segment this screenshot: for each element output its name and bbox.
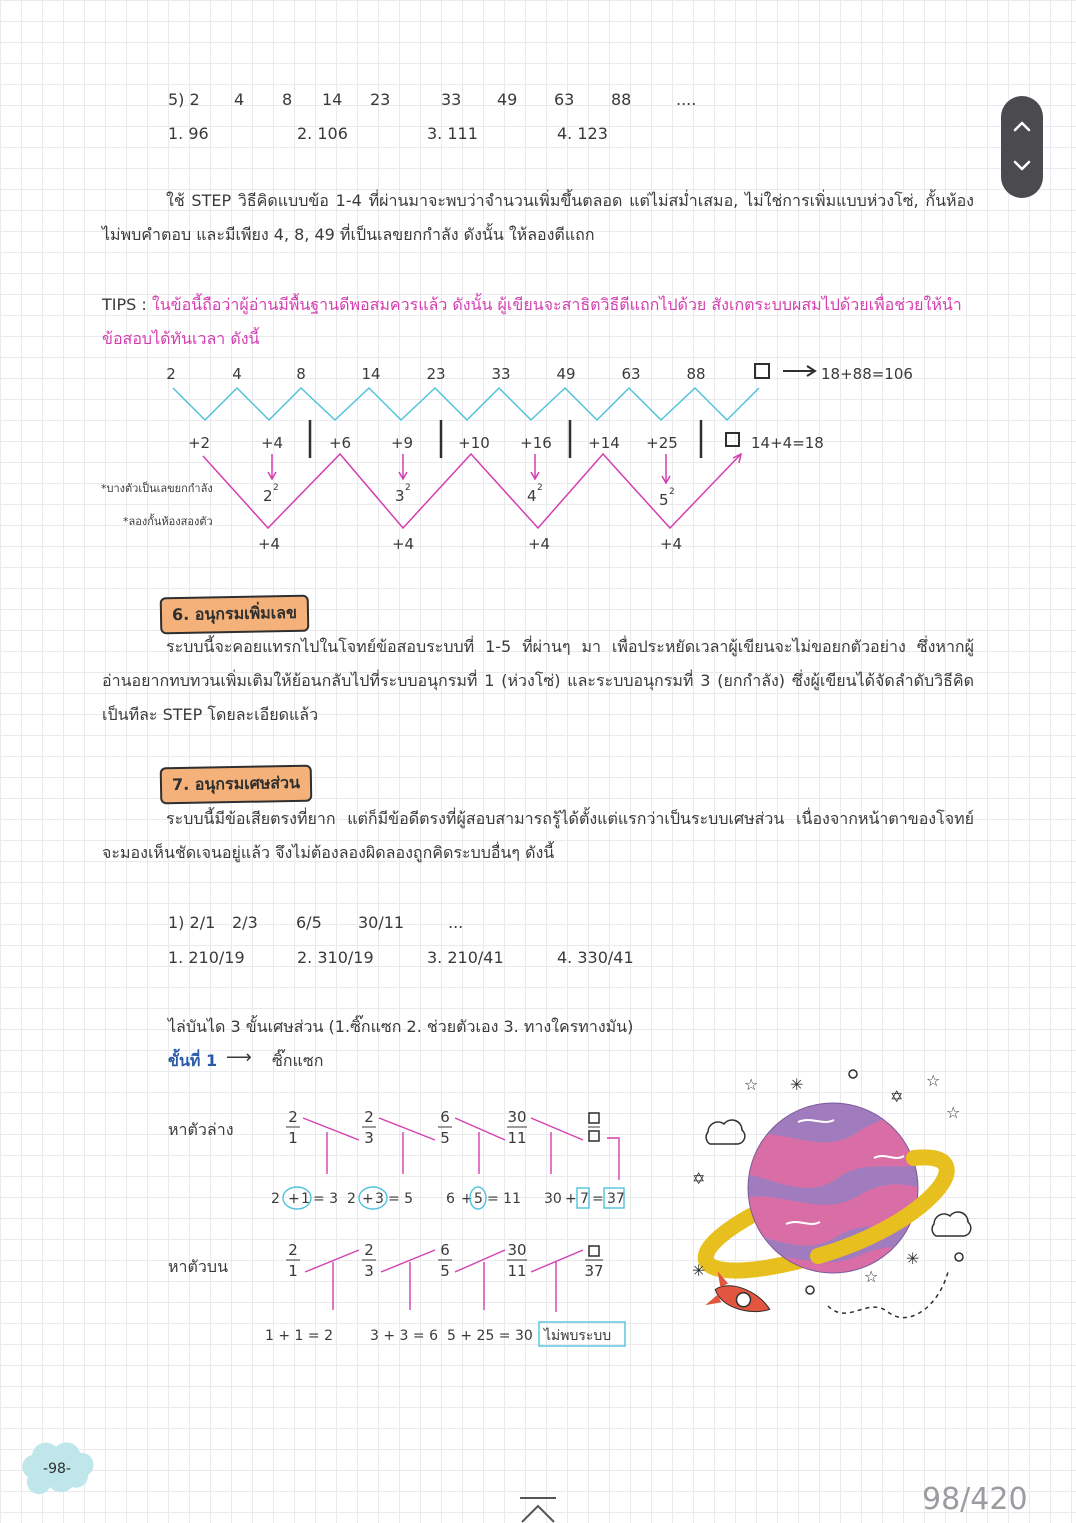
- section-7-heading: 7. อนุกรมเศษส่วน: [160, 765, 313, 805]
- zig-arrow: [531, 1118, 583, 1140]
- cyan-zigzag: [173, 388, 759, 420]
- diagram-top-term: 8: [296, 365, 306, 383]
- rocket-trail: [828, 1272, 948, 1318]
- fraction-numerator: 6: [440, 1108, 450, 1126]
- calc-op: +: [461, 1191, 473, 1207]
- rocket-icon: [705, 1271, 776, 1326]
- seq-term: 33: [441, 90, 462, 109]
- diff: +4: [260, 434, 284, 452]
- zig-arrow: [303, 1118, 359, 1140]
- chevron-down-icon: [1013, 160, 1031, 172]
- page-counter: 98/420: [922, 1482, 1028, 1517]
- zag-arrow: [305, 1250, 359, 1272]
- note-powers: *บางตัวเป็นเลขยกกำลัง: [101, 482, 213, 495]
- choice-3: 3. 210/41: [427, 948, 504, 967]
- power-base: 4: [527, 487, 537, 505]
- star-icon: ☆: [946, 1103, 961, 1122]
- calc-b: 1: [301, 1191, 310, 1207]
- unknown-box: [726, 433, 739, 446]
- calc-r: 37: [607, 1191, 625, 1207]
- fraction-numerator: 6: [440, 1241, 450, 1259]
- seq-term: 49: [497, 90, 518, 109]
- seq-term: 23: [370, 90, 391, 109]
- sparkle-icon: ✳: [692, 1261, 706, 1280]
- diagram-top-term: 2: [166, 365, 176, 383]
- find-top-label: หาตัวบน: [168, 1257, 228, 1276]
- top-calc: 3 + 3 = 6: [370, 1328, 438, 1344]
- top-result: 18+88=106: [821, 365, 913, 383]
- tips-label: TIPS :: [102, 295, 147, 314]
- arrow-right-icon: ⟶: [226, 1047, 252, 1068]
- fraction-denominator: 3: [364, 1262, 374, 1280]
- diagram-top-term: 49: [556, 365, 576, 383]
- zig-arrow: [379, 1118, 435, 1140]
- fraction-numerator: 2: [288, 1241, 298, 1259]
- second-diff: +4: [527, 535, 551, 553]
- choice-4: 4. 330/41: [557, 948, 634, 967]
- diagram-top-term: 33: [491, 365, 511, 383]
- diagram-top-term: 14: [361, 365, 381, 383]
- star-icon: ✡: [692, 1169, 706, 1188]
- fraction-denominator: 37: [584, 1262, 604, 1280]
- tips-text: ในข้อนี้ถือว่าผู้อ่านมีพื้นฐานดีพอสมควรแล้ว ดังนั้น ผู้เขียนจะสาธิตวิธีตีแถกไปด้วย สังเกตระบบผสมไปด้วยเพื่อช่วยให้นำข้อสอบได้ทันเวลา ดังนี้: [102, 295, 962, 348]
- seq-term: 63: [554, 90, 575, 109]
- calc-b: 3: [375, 1191, 384, 1207]
- chevron-up-icon: [1013, 120, 1031, 132]
- question-5-label: 5) 2: [168, 90, 200, 109]
- choice-2: 2. 310/19: [297, 948, 374, 967]
- toolbar-toggle-button[interactable]: [516, 1492, 560, 1523]
- diff: +6: [328, 434, 352, 452]
- fraction-denominator: 1: [288, 1262, 298, 1280]
- choice-3: 3. 111: [427, 124, 478, 143]
- star-icon: ✡: [890, 1087, 904, 1106]
- second-diff: +4: [659, 535, 683, 553]
- power-base: 3: [395, 487, 405, 505]
- diff: +9: [390, 434, 414, 452]
- sparkle-icon: ✳: [790, 1075, 804, 1094]
- diff: +14: [588, 434, 620, 452]
- zag-arrow: [531, 1250, 583, 1272]
- calc-op: +: [362, 1191, 374, 1207]
- zigzag-diagram: [95, 358, 913, 558]
- page-nav-control: [1001, 96, 1043, 198]
- circle-icon: [806, 1286, 814, 1294]
- fraction-denominator: 5: [440, 1262, 450, 1280]
- fraction-denominator: 11: [507, 1262, 527, 1280]
- seq-term: 2/3: [232, 913, 258, 932]
- seq-ellipsis: ...: [448, 913, 464, 932]
- calc-r: = 11: [487, 1191, 521, 1207]
- diff: +16: [520, 434, 552, 452]
- page-down-button[interactable]: [1001, 144, 1043, 188]
- seq-term: 14: [322, 90, 343, 109]
- circle-icon: [849, 1070, 857, 1078]
- calc-b: 5: [474, 1191, 483, 1207]
- page-badge: -98-: [43, 1461, 71, 1477]
- calc-a: 30: [544, 1191, 562, 1207]
- tips-box: [102, 288, 974, 356]
- star-icon: ☆: [926, 1071, 941, 1090]
- seq-term: 30/11: [358, 913, 405, 932]
- seq-term: 88: [611, 90, 632, 109]
- calc-a: 2: [347, 1191, 356, 1207]
- choice-1: 1. 96: [168, 124, 209, 143]
- question-1-label: 1) 2/1: [168, 913, 216, 932]
- choice-1: 1. 210/19: [168, 948, 245, 967]
- explanation-paragraph: ใช้ STEP วิธีคิดแบบข้อ 1-4 ที่ผ่านมาจะพบว่าจำนวนเพิ่มขึ้นตลอด แต่ไม่สม่ำเสมอ, ไม่ใช่การเพิ่มแบบห่วงโซ่, กั้นห้องไม่พบคำตอบ และมีเพียง 4, 8, 49 ที่เป็นเลขยกกำลัง ดังนั้น ให้ลองตีแถก: [102, 191, 974, 244]
- diagram-top-term: 23: [426, 365, 446, 383]
- sparkle-icon: ✳: [906, 1249, 920, 1268]
- up-arrow: [607, 1138, 619, 1180]
- power-base: 5: [659, 491, 669, 509]
- cloud-icon: [706, 1120, 745, 1144]
- diff: +2: [187, 434, 211, 452]
- diagram-top-term: 88: [686, 365, 706, 383]
- cloud-icon: [932, 1212, 971, 1236]
- diagram-top-term: 4: [232, 365, 242, 383]
- calc-a: 6: [446, 1191, 455, 1207]
- fraction-numerator: 2: [364, 1241, 374, 1259]
- section-6-text: ระบบนี้จะคอยแทรกไปในโจทย์ข้อสอบระบบที่ 1-5 ที่ผ่านๆ มา เพื่อประหยัดเวลาผู้เขียนจะไม่ขอยกตัวอย่าง ซึ่งหากผู้อ่านอยากทบทวนเพิ่มเติมให้ย้อนกลับไปที่ระบบอนุกรมที่ 1 (ห่วงโซ่) และระบบอนุกรมที่ 3 (ยกกำลัง) ซึ่งผู้เขียนได้จัดลำดับวิธีคิดเป็นทีละ STEP โดยละเอียดแล้ว: [102, 637, 974, 724]
- power-exp: 2: [405, 483, 411, 493]
- fraction-denominator: 3: [364, 1129, 374, 1147]
- calc-a: 2: [271, 1191, 280, 1207]
- seq-term: 4: [234, 90, 245, 109]
- unknown-box: [589, 1131, 599, 1141]
- calc-op: +: [565, 1191, 577, 1207]
- note-partition: *ลองกั้นห้องสองตัว: [123, 515, 213, 528]
- fraction-numerator: 2: [364, 1108, 374, 1126]
- power-exp: 2: [669, 487, 675, 497]
- page-up-button[interactable]: [1001, 104, 1043, 148]
- chevron-up-icon: [522, 1506, 554, 1522]
- fraction-numerator: 30: [507, 1241, 527, 1259]
- choice-2: 2. 106: [297, 124, 348, 143]
- section-7-text: ระบบนี้มีข้อเสียตรงที่ยาก แต่ก็มีข้อดีตรงที่ผู้สอบสามารถรู้ได้ตั้งแต่แรกว่าเป็นระบบเศษส่วน เนื่องจากหน้าตาของโจทย์จะมองเห็นชัดเจนอยู่แล้ว จึงไม่ต้องลองผิดลองถูกคิดระบบอื่นๆ ดังนี้: [102, 809, 974, 862]
- planet-illustration: [688, 1060, 978, 1335]
- fraction-numerator: 2: [288, 1108, 298, 1126]
- find-bottom-label: หาตัวล่าง: [168, 1120, 234, 1139]
- step-text: ซิ๊กแซก: [272, 1051, 324, 1070]
- top-calc: 5 + 25 = 30: [447, 1328, 533, 1344]
- circle-icon: [955, 1253, 963, 1261]
- second-diff: +4: [257, 535, 281, 553]
- diff: +25: [646, 434, 678, 452]
- top-calc: 1 + 1 = 2: [265, 1328, 333, 1344]
- power-exp: 2: [537, 483, 543, 493]
- seq-term: 6/5: [296, 913, 322, 932]
- calc-r: = 5: [388, 1191, 414, 1207]
- power-base: 2: [263, 487, 273, 505]
- second-diff: +4: [391, 535, 415, 553]
- page-badge-cloud: [14, 1437, 100, 1497]
- seq-ellipsis: ....: [676, 90, 697, 109]
- fraction-denominator: 11: [507, 1129, 527, 1147]
- calc-r: = 3: [313, 1191, 339, 1207]
- calc-eq: =: [592, 1191, 604, 1207]
- no-system: ไม่พบระบบ: [544, 1328, 612, 1344]
- step-label: ขั้นที่ 1: [168, 1051, 218, 1070]
- zig-arrow: [455, 1118, 505, 1140]
- choice-4: 4. 123: [557, 124, 608, 143]
- fraction-numerator: 30: [507, 1108, 527, 1126]
- diff-result: 14+4=18: [751, 434, 824, 452]
- unknown-box: [755, 364, 769, 378]
- zag-arrow: [455, 1250, 505, 1272]
- star-icon: ☆: [864, 1267, 879, 1286]
- calc-op: +: [288, 1191, 300, 1207]
- ladder-line: ไล่บันได 3 ขั้นเศษส่วน (1.ซิ๊กแซก 2. ช่วยตัวเอง 3. ทางใครทางมัน): [168, 1017, 634, 1036]
- fraction-denominator: 5: [440, 1129, 450, 1147]
- star-icon: ☆: [744, 1075, 759, 1094]
- diff: +10: [458, 434, 490, 452]
- fraction-diagram: [255, 1100, 655, 1350]
- unknown-box: [589, 1113, 599, 1123]
- fraction-denominator: 1: [288, 1129, 298, 1147]
- zag-arrow: [381, 1250, 435, 1272]
- unknown-box: [589, 1246, 599, 1256]
- power-exp: 2: [273, 483, 279, 493]
- section-6-heading: 6. อนุกรมเพิ่มเลข: [160, 595, 310, 635]
- diagram-top-term: 63: [621, 365, 641, 383]
- seq-term: 8: [282, 90, 293, 109]
- calc-b: 7: [580, 1191, 589, 1207]
